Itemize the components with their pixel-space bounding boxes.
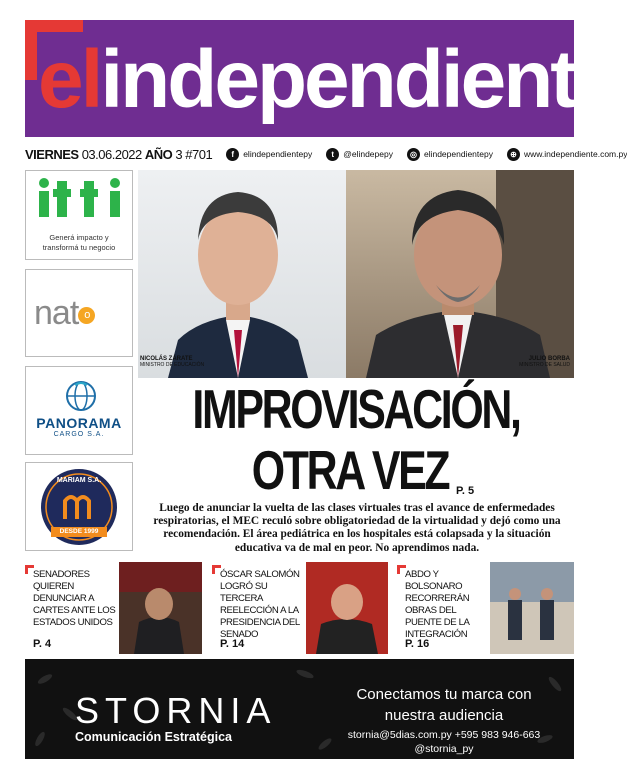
headline-lead: Luego de anunciar la vuelta de las clases virtuales tras el avance de enfermedades respiratorias, el MEC reculó sobre obligatoriedad de la virtualidad y dejó como una recomendación. El área pediátrica en los hospitales está colapsada y la situación educativa va de mal en peor. No aprendimos nada.	[153, 502, 561, 554]
headline-page-ref: P. 5	[456, 485, 475, 497]
teaser-photo-illustration	[119, 562, 202, 654]
photo-caption-role: MINISTRO DE EDUCACIÓN	[140, 362, 205, 368]
logo-independiente: independiente	[100, 34, 618, 125]
issue-year-number: 3	[175, 146, 183, 162]
itti-tagline-line1: Generá impacto y	[49, 233, 109, 242]
photo-caption-role: MINISTRO DE SALUD	[519, 362, 570, 368]
issue-year-label: AÑO	[144, 146, 173, 162]
teaser-text[interactable]: SENADORES QUIEREN DENUNCIAR A CARTES ANTE LOS ESTADOS UNIDOS	[33, 569, 116, 628]
twitter-icon: t	[326, 148, 339, 161]
issue-info	[25, 147, 212, 162]
teaser-page: P. 14	[220, 638, 245, 650]
issue-date: 03.06.2022	[81, 146, 142, 162]
panorama-sub: CARGO S.A.	[53, 431, 105, 438]
masthead-accent-bar-vertical	[25, 20, 37, 80]
teaser-photo-illustration	[490, 562, 574, 654]
photo-julio-borba	[346, 170, 574, 378]
social-instagram[interactable]	[407, 148, 493, 161]
teaser-photo	[306, 562, 388, 654]
itti-tagline	[26, 233, 132, 252]
ad-itti[interactable]	[25, 170, 133, 260]
social-facebook[interactable]	[226, 148, 312, 161]
mariam-name: MARIAM S.A.	[56, 477, 102, 484]
social-handle: @elindepepy	[343, 149, 393, 159]
info-bar	[25, 143, 627, 165]
stornia-logo: STORNIA	[75, 690, 277, 731]
banner-slogan-line1: Conectamos tu marca con	[356, 686, 532, 703]
headline-line1[interactable]: IMPROVISACIÓN,	[192, 378, 520, 440]
portrait-illustration	[138, 170, 346, 378]
teaser-page: P. 16	[405, 638, 430, 650]
web-icon: ⊕	[507, 148, 520, 161]
social-handle: www.independiente.com.py	[523, 149, 627, 159]
social-twitter[interactable]	[326, 148, 393, 161]
teaser-text[interactable]: ABDO Y BOLSONARO RECORRERÁN OBRAS DEL PUENTE DE LA INTEGRACIÓN	[405, 569, 470, 640]
teaser-photo	[119, 562, 202, 654]
nato-logo-circle: o	[78, 307, 95, 324]
teaser-text[interactable]: ÓSCAR SALOMÓN LOGRÓ SU TERCERA REELECCIÓN A LA PRESIDENCIA DEL SENADO	[220, 569, 300, 640]
mariam-since: DESDE 1999	[59, 528, 99, 535]
banner-contact	[338, 728, 550, 756]
headline-line2[interactable]: OTRA VEZ	[251, 439, 449, 501]
nato-logo-text: nat	[34, 294, 79, 332]
photo-caption-name: JULIO BORBA	[528, 356, 570, 362]
instagram-icon: ◎	[407, 148, 420, 161]
banner-slogan-line2: nuestra audiencia	[384, 707, 504, 724]
portrait-illustration	[346, 170, 574, 378]
teaser-photo	[490, 562, 574, 654]
banner-contact-line1[interactable]: stornia@5dias.com.py +595 983 946-663	[347, 729, 541, 741]
ad-mariam[interactable]	[25, 462, 133, 551]
social-handle: elindependientepy	[243, 149, 313, 159]
stornia-tagline: Comunicación Estratégica	[75, 730, 232, 744]
banner-slogan	[338, 684, 550, 726]
photo-caption-name: NICOLÁS ZÁRATE	[140, 356, 193, 362]
teaser-page: P. 4	[33, 638, 52, 650]
teaser-photo-illustration	[306, 562, 388, 654]
panorama-name: PANORAMA	[36, 415, 122, 431]
facebook-icon: f	[226, 148, 239, 161]
globe-icon	[64, 379, 98, 413]
issue-number: #701	[185, 146, 213, 162]
social-handle: elindependientepy	[423, 149, 493, 159]
issue-day: VIERNES	[25, 146, 79, 162]
ad-nato[interactable]	[25, 269, 133, 357]
social-web[interactable]	[507, 148, 627, 161]
nato-logo	[34, 294, 95, 333]
itti-tagline-line2: transformá tu negocio	[42, 242, 116, 252]
ad-panorama[interactable]	[25, 366, 133, 455]
photo-nicolas-zarate	[138, 170, 346, 378]
newspaper-logo[interactable]	[38, 30, 617, 130]
logo-el: el	[38, 34, 101, 125]
banner-contact-line2[interactable]: @stornia_py	[414, 743, 474, 755]
